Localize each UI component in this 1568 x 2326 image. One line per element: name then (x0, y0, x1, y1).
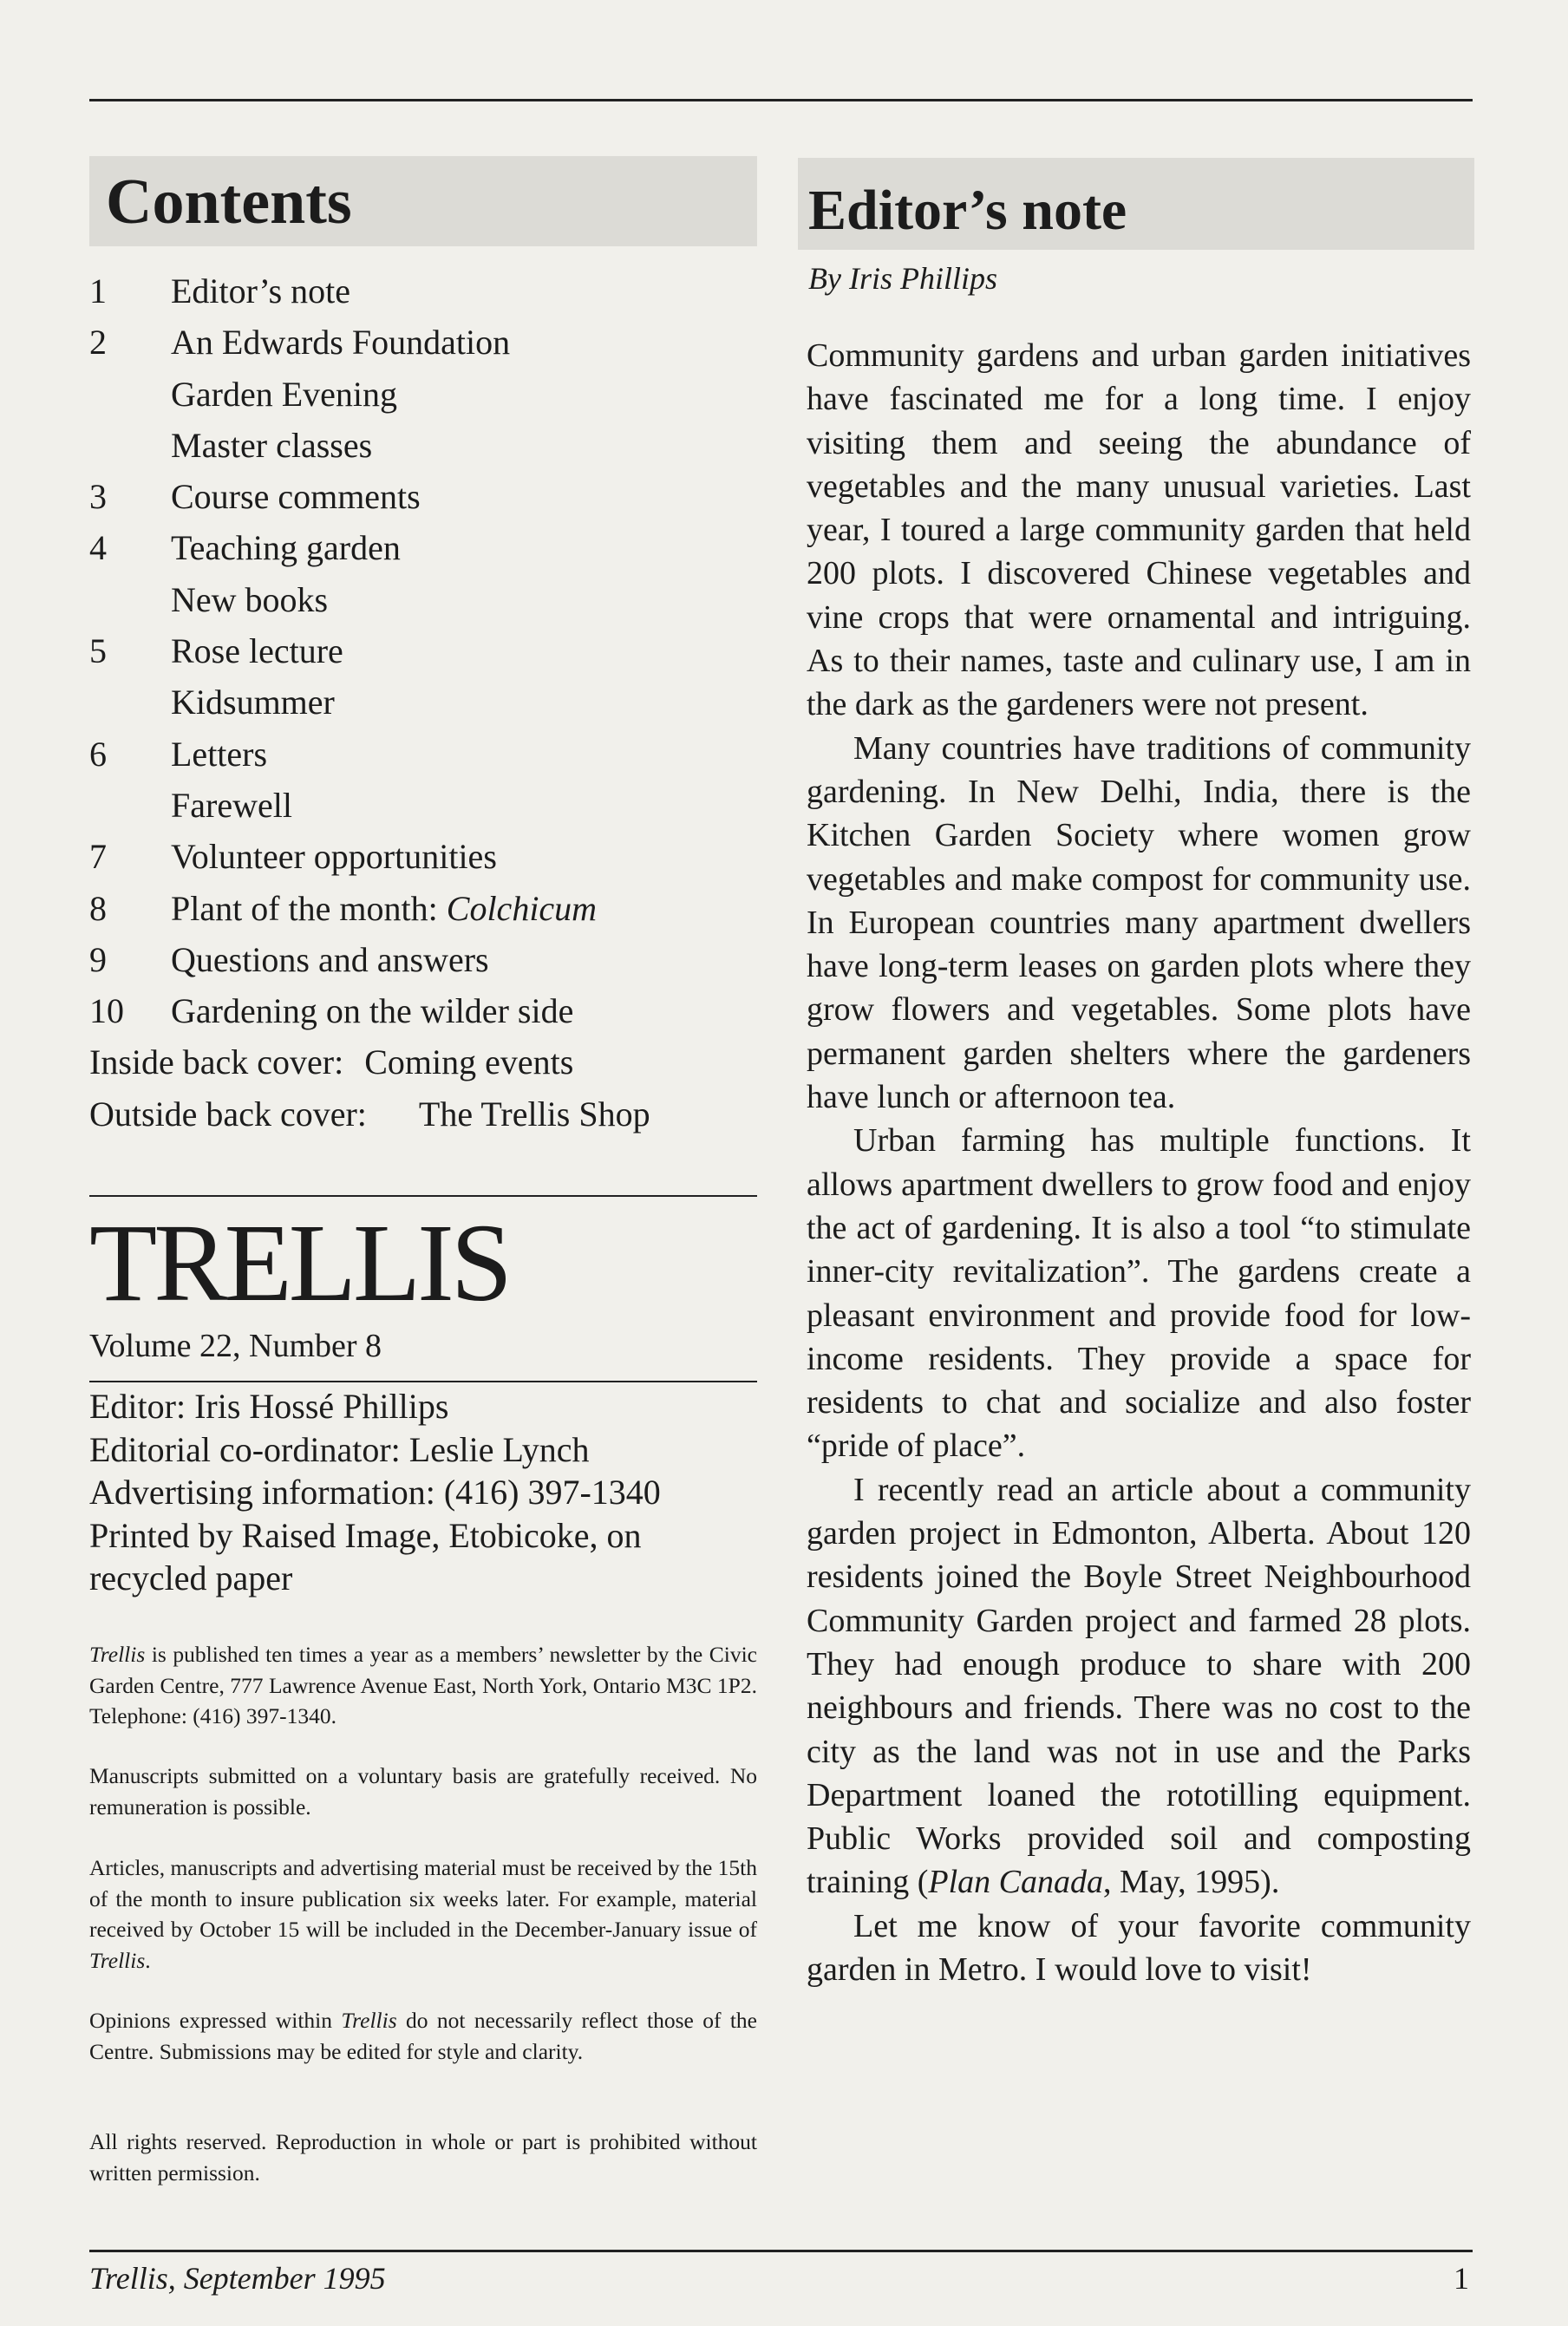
toc-item (89, 522, 757, 573)
publication-notice (89, 1639, 757, 1732)
toc-item-label (171, 831, 757, 882)
toc-item-italic: Colchicum (446, 888, 598, 928)
toc-item-text: Editor’s note (171, 271, 351, 310)
toc-item-number: 6 (89, 734, 107, 774)
toc-item-number: 7 (89, 837, 107, 877)
toc-item-text: Master classes (171, 425, 373, 465)
toc-item-text: Letters (171, 734, 268, 774)
toc-item-label (171, 420, 757, 471)
inside-back-cover-value: Coming events (364, 1042, 574, 1082)
volume-number: Volume 22, Number 8 (89, 1328, 382, 1364)
byline: By Iris Phillips (808, 261, 997, 296)
toc-item (89, 625, 757, 676)
publication-notice-text: is published ten times a year as a members’ newsletter by the Civic Garden Centre, 777 Lawrence Avenue East, North York, Ontario M3C 1P2. Telephone: (416) 397-1340. (89, 1642, 757, 1728)
top-rule (89, 99, 1473, 101)
paragraph-5: Let me know of your favorite community garden in Metro. I would love to visit! (807, 1907, 1471, 1988)
deadline-notice-end: . (145, 1947, 151, 1973)
opinions-notice-text: Opinions expressed within (89, 2008, 342, 2033)
opinions-notice-italic: Trellis (341, 2008, 397, 2033)
toc-item-number: 8 (89, 888, 107, 928)
editors-note-title: Editor’s note (808, 179, 1127, 242)
toc-item (89, 317, 757, 368)
toc-item (89, 471, 757, 522)
toc-item-label (171, 522, 757, 573)
toc-item-text: Kidsummer (171, 683, 335, 722)
toc-item-text: Teaching garden (171, 528, 401, 568)
toc-item-number: 1 (89, 271, 107, 310)
toc-item-label (171, 883, 757, 934)
inside-back-cover-label: Inside back cover: (89, 1042, 344, 1082)
toc-item (89, 985, 757, 1036)
toc-item-number (89, 676, 171, 728)
editor-credit: Editor: Iris Hossé Phillips (89, 1387, 449, 1426)
outside-back-cover-value: The Trellis Shop (418, 1094, 650, 1134)
paragraph-1: Community gardens and urban garden initiatives have fascinated me for a long time. I enjoy visiting them and seeing the abundance of vegetables and the many unusual varieties. Last year, I toured a large community garden that held 200 plots. I discovered Chinese vegetables and vine crops that were ornamental and intriguing. As to their names, taste and culinary use, I am in the dark as the gardeners were not present. (807, 337, 1471, 723)
paragraph-4-italic: Plan Canada (928, 1864, 1103, 1901)
toc-item (89, 883, 757, 934)
paragraph-4-text: I recently read an article about a community garden project in Edmonton, Alberta. About 120 residents joined the Boyle Street Neighbourhood Community Garden project and farmed 28 plots. They had enough produce to share with 200 neighbours and friends. There was no cost to the city as the land was not in use and the Parks Department loaned the rototilling equipment. Public Works provided soil and composting training ( (807, 1471, 1471, 1901)
toc-item-label (171, 780, 757, 831)
toc-item-label (171, 676, 757, 728)
toc-item (89, 369, 757, 420)
toc-item (89, 574, 757, 625)
toc-item-number: 3 (89, 477, 107, 517)
deadline-notice-text: Articles, manuscripts and advertising material must be received by the 15th of the month to insure publication six weeks later. For example, material received by October 15 will be included in the December-January issue of (89, 1855, 757, 1942)
toc-item-label (171, 369, 757, 420)
inside-back-cover (89, 1036, 757, 1088)
advertising-credit: Advertising information: (416) 397-1340 (89, 1473, 661, 1512)
toc-item-text: Farewell (171, 785, 292, 825)
opinions-notice-end: do not necessarily reflect those of the Centre. Submissions may be edited for style and clarity. (89, 2008, 757, 2064)
toc-item (89, 265, 757, 317)
toc-item (89, 934, 757, 985)
masthead-rule-bottom (89, 1381, 757, 1382)
toc-item-text: Course comments (171, 477, 421, 517)
rights-notice: All rights reserved. Reproduction in whole or part is prohibited without written permission. (89, 2129, 757, 2186)
paragraph-4 (807, 1468, 1471, 1905)
toc-item-number: 2 (89, 323, 107, 363)
toc-item (89, 676, 757, 728)
outside-back-cover-label: Outside back cover: (89, 1094, 367, 1134)
manuscripts-notice: Manuscripts submitted on a voluntary basis are gratefully received. No remuneration is possible. (89, 1763, 757, 1820)
outside-back-cover (89, 1088, 757, 1140)
toc-item-label (171, 934, 757, 985)
table-of-contents (89, 265, 757, 1140)
coordinator-credit: Editorial co-ordinator: Leslie Lynch (89, 1429, 590, 1469)
masthead-rule-top (89, 1195, 757, 1197)
footer-issue: Trellis, September 1995 (89, 2261, 386, 2296)
toc-item-number: 4 (89, 528, 107, 568)
toc-item-text: An Edwards Foundation (171, 323, 511, 363)
deadline-notice (89, 1852, 757, 1976)
toc-item-label (171, 985, 757, 1036)
toc-item-number: 5 (89, 631, 107, 671)
paragraph-3: Urban farming has multiple functions. It allows apartment dwellers to grow food and enjoy the act of gardening. It is also a tool “to stimulate inner-city revitalization”. The gardens create a pleasant environment and provide food for low-income residents. They provide a space for residents to chat and socialize and also foster “pride of place”. (807, 1122, 1471, 1465)
toc-item-number: 10 (89, 991, 124, 1031)
paragraph-2: Many countries have traditions of community gardening. In New Delhi, India, there is the Kitchen Garden Society where women grow vegetables and make compost for community use. In European countries many apartment dwellers have long-term leases on garden plots where they grow flowers and vegetables. Some plots have permanent garden shelters where the gardeners have lunch or afternoon tea. (807, 729, 1471, 1116)
contents-title: Contents (106, 167, 352, 238)
toc-item-text: Gardening on the wilder side (171, 991, 574, 1031)
masthead-logo: TRELLIS (89, 1201, 509, 1324)
toc-item-number (89, 574, 171, 625)
deadline-notice-italic: Trellis (89, 1947, 146, 1973)
toc-item-text: Garden Evening (171, 374, 398, 414)
toc-item-number (89, 420, 171, 471)
toc-item-label (171, 625, 757, 676)
toc-item (89, 780, 757, 831)
credits-block (89, 1385, 757, 1600)
toc-item-text: Plant of the month: (171, 888, 447, 928)
opinions-notice (89, 2005, 757, 2067)
page-number: 1 (1454, 2261, 1469, 2296)
toc-item (89, 831, 757, 882)
toc-item-text: New books (171, 579, 329, 619)
toc-item-label (171, 574, 757, 625)
toc-item-text: Volunteer opportunities (171, 837, 497, 877)
toc-item-label (171, 265, 757, 317)
printer-credit: Printed by Raised Image, Etobicoke, on recycled paper (89, 1515, 642, 1597)
toc-item-text: Questions and answers (171, 939, 489, 979)
toc-item-label (171, 729, 757, 780)
toc-item (89, 729, 757, 780)
paragraph-4-end: , May, 1995). (1102, 1864, 1280, 1901)
toc-item-text: Rose lecture (171, 631, 343, 671)
publication-notice-italic: Trellis (89, 1642, 146, 1667)
toc-item-label (171, 471, 757, 522)
toc-item-number: 9 (89, 939, 107, 979)
toc-item-number (89, 780, 171, 831)
bottom-rule (89, 2250, 1473, 2252)
toc-item-number (89, 369, 171, 420)
toc-item (89, 420, 757, 471)
editors-note-body (807, 334, 1471, 1991)
toc-item-label (171, 317, 757, 368)
